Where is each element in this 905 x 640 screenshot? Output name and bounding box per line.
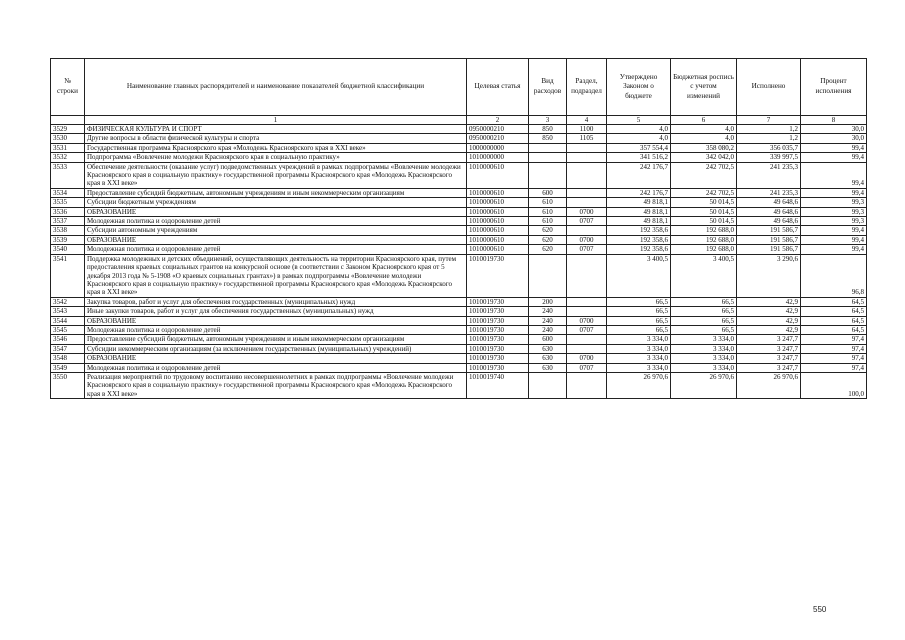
table-row [51,297,867,306]
page-number: 550 [813,605,827,614]
section-cell: 0707 [567,245,607,254]
executed-amount-cell: 3 247,7 [737,344,801,353]
table-row [51,134,867,143]
target-article-cell: 1010019730 [467,316,529,325]
row-number-cell: 3540 [51,245,85,254]
row-name-cell: Реализация мероприятий по трудовому воспитанию несовершеннолетних в рамках подпрограммы «Вовлечение молодежи Красноярского края в социальную практику» государственной программы Красноярского края «Молодежь Красноярского края в XXI веке» [85,372,467,398]
section-cell: 0700 [567,207,607,216]
section-cell [567,162,607,188]
target-article-cell: 1010000610 [467,207,529,216]
row-name-cell: ОБРАЗОВАНИЕ [85,316,467,325]
row-number-cell: 3550 [51,372,85,398]
budget-table [50,58,867,399]
table-body [51,125,867,399]
approved-amount-cell: 3 334,0 [607,344,671,353]
approved-amount-cell: 3 334,0 [607,354,671,363]
expense-type-cell [529,153,567,162]
approved-amount-cell: 66,5 [607,297,671,306]
row-name-cell: Молодежная политика и оздоровление детей [85,245,467,254]
header-section: Раздел, подраздел [567,59,607,116]
approved-amount-cell: 66,5 [607,307,671,316]
column-number: 8 [801,116,867,125]
schedule-amount-cell: 50 014,5 [671,207,737,216]
section-cell [567,297,607,306]
schedule-amount-cell: 3 334,0 [671,344,737,353]
approved-amount-cell: 192 358,6 [607,226,671,235]
schedule-amount-cell: 3 334,0 [671,335,737,344]
schedule-amount-cell: 3 334,0 [671,354,737,363]
target-article-cell: 1010000000 [467,153,529,162]
row-number-cell: 3536 [51,207,85,216]
row-name-cell: Предоставление субсидий бюджетным, автономным учреждениям и иным некоммерческим организациям [85,335,467,344]
executed-amount-cell: 191 586,7 [737,235,801,244]
header-budget-schedule: Бюджетная роспись с учетом изменений [671,59,737,116]
row-number-cell: 3532 [51,153,85,162]
section-cell: 0707 [567,363,607,372]
approved-amount-cell: 242 176,7 [607,162,671,188]
schedule-amount-cell: 192 688,0 [671,235,737,244]
table-row [51,207,867,216]
executed-amount-cell: 49 648,6 [737,207,801,216]
target-article-cell: 1010019730 [467,297,529,306]
table-row [51,335,867,344]
column-number: 7 [737,116,801,125]
executed-amount-cell: 42,9 [737,325,801,334]
target-article-cell: 1010019740 [467,372,529,398]
percent-cell: 99,4 [801,143,867,152]
row-number-cell: 3529 [51,125,85,134]
executed-amount-cell: 49 648,6 [737,217,801,226]
table-row [51,354,867,363]
row-name-cell: Молодежная политика и оздоровление детей [85,217,467,226]
percent-cell: 99,4 [801,226,867,235]
section-cell: 0700 [567,235,607,244]
percent-cell: 64,5 [801,297,867,306]
header-expense-type: Вид расходов [529,59,567,116]
row-number-cell: 3539 [51,235,85,244]
row-name-cell: Государственная программа Красноярского края «Молодежь Красноярского края в XXI веке» [85,143,467,152]
percent-cell: 99,4 [801,235,867,244]
section-cell [567,254,607,297]
row-number-cell: 3531 [51,143,85,152]
section-cell [567,372,607,398]
table-row [51,316,867,325]
header-percent: Процент исполнения [801,59,867,116]
expense-type-cell: 630 [529,354,567,363]
header-row-number: № строки [51,59,85,116]
schedule-amount-cell: 66,5 [671,297,737,306]
schedule-amount-cell: 192 688,0 [671,226,737,235]
approved-amount-cell: 192 358,6 [607,245,671,254]
section-cell [567,344,607,353]
target-article-cell: 0950000210 [467,125,529,134]
expense-type-cell: 600 [529,188,567,197]
executed-amount-cell: 3 247,7 [737,363,801,372]
executed-amount-cell: 3 247,7 [737,335,801,344]
percent-cell: 99,4 [801,162,867,188]
approved-amount-cell: 242 176,7 [607,188,671,197]
percent-cell: 100,0 [801,372,867,398]
row-name-cell: Субсидии некоммерческим организациям (за исключением государственных (муниципальных) учреждений) [85,344,467,353]
executed-amount-cell: 356 035,7 [737,143,801,152]
table-row [51,153,867,162]
approved-amount-cell: 66,5 [607,325,671,334]
approved-amount-cell: 49 818,1 [607,207,671,216]
row-name-cell: Молодежная политика и оздоровление детей [85,363,467,372]
row-number-cell: 3534 [51,188,85,197]
approved-amount-cell: 3 334,0 [607,335,671,344]
section-cell [567,226,607,235]
executed-amount-cell: 241 235,3 [737,188,801,197]
executed-amount-cell: 3 247,7 [737,354,801,363]
table-row [51,198,867,207]
target-article-cell: 1010019730 [467,344,529,353]
expense-type-cell: 620 [529,226,567,235]
percent-cell: 97,4 [801,363,867,372]
approved-amount-cell: 4,0 [607,125,671,134]
percent-cell: 99,3 [801,198,867,207]
expense-type-cell [529,162,567,188]
approved-amount-cell: 357 554,4 [607,143,671,152]
target-article-cell: 1010000610 [467,188,529,197]
executed-amount-cell: 42,9 [737,316,801,325]
section-cell [567,153,607,162]
target-article-cell: 1000000000 [467,143,529,152]
target-article-cell: 1010000610 [467,226,529,235]
target-article-cell: 1010019730 [467,335,529,344]
row-number-cell: 3538 [51,226,85,235]
row-number-cell: 3543 [51,307,85,316]
column-number: 4 [567,116,607,125]
table-row [51,143,867,152]
schedule-amount-cell: 66,5 [671,325,737,334]
row-name-cell: ОБРАЗОВАНИЕ [85,207,467,216]
schedule-amount-cell: 192 688,0 [671,245,737,254]
schedule-amount-cell: 4,0 [671,134,737,143]
approved-amount-cell: 3 334,0 [607,363,671,372]
expense-type-cell: 630 [529,363,567,372]
executed-amount-cell: 339 997,5 [737,153,801,162]
section-cell [567,335,607,344]
percent-cell: 97,4 [801,335,867,344]
section-cell [567,188,607,197]
row-number-cell: 3548 [51,354,85,363]
table-row [51,245,867,254]
table-row [51,125,867,134]
executed-amount-cell: 241 235,3 [737,162,801,188]
section-cell: 0700 [567,354,607,363]
table-row [51,235,867,244]
expense-type-cell: 620 [529,245,567,254]
target-article-cell: 1010019730 [467,354,529,363]
approved-amount-cell: 3 400,5 [607,254,671,297]
table-row [51,325,867,334]
expense-type-cell: 610 [529,207,567,216]
section-cell: 0707 [567,217,607,226]
percent-cell: 99,4 [801,153,867,162]
column-number: 2 [467,116,529,125]
target-article-cell: 1010000610 [467,198,529,207]
column-number [51,116,85,125]
percent-cell: 64,5 [801,307,867,316]
row-number-cell: 3537 [51,217,85,226]
schedule-amount-cell: 242 702,5 [671,162,737,188]
row-number-cell: 3546 [51,335,85,344]
percent-cell: 99,4 [801,188,867,197]
expense-type-cell: 630 [529,344,567,353]
approved-amount-cell: 4,0 [607,134,671,143]
row-number-cell: 3533 [51,162,85,188]
expense-type-cell: 240 [529,325,567,334]
approved-amount-cell: 49 818,1 [607,217,671,226]
table-row [51,226,867,235]
column-number: 1 [85,116,467,125]
section-cell [567,143,607,152]
target-article-cell: 0950000210 [467,134,529,143]
table-row [51,363,867,372]
expense-type-cell [529,372,567,398]
row-name-cell: Другие вопросы в области физической культуры и спорта [85,134,467,143]
row-number-cell: 3535 [51,198,85,207]
header-name: Наименование главных распорядителей и наименование показателей бюджетной классификации [85,59,467,116]
percent-cell: 97,4 [801,344,867,353]
row-number-cell: 3542 [51,297,85,306]
schedule-amount-cell: 358 080,2 [671,143,737,152]
row-name-cell: Поддержка молодежных и детских объединений, осуществляющих деятельность на территории Красноярского края, путем предоставления краевых социальных грантов на конкурсной основе (в соответствии с Законом Красноярского края от 5 декабря 2013 года № 5-1908 «О краевых социальных грантах») в рамках подпрограммы «Вовлечение молодежи Красноярского края в социальную практику» государственной программы Красноярского края «Молодежь Красноярского края в XXI веке» [85,254,467,297]
row-name-cell: Закупка товаров, работ и услуг для обеспечения государственных (муниципальных) нужд [85,297,467,306]
row-name-cell: Предоставление субсидий бюджетным, автономным учреждениям и иным некоммерческим организациям [85,188,467,197]
section-cell [567,307,607,316]
header-target-article: Целевая статья [467,59,529,116]
row-name-cell: ОБРАЗОВАНИЕ [85,354,467,363]
executed-amount-cell: 191 586,7 [737,226,801,235]
target-article-cell: 1010019730 [467,254,529,297]
approved-amount-cell: 49 818,1 [607,198,671,207]
row-name-cell: Иные закупки товаров, работ и услуг для обеспечения государственных (муниципальных) нужд [85,307,467,316]
expense-type-cell: 600 [529,335,567,344]
schedule-amount-cell: 342 042,0 [671,153,737,162]
column-number: 3 [529,116,567,125]
row-name-cell: Субсидии бюджетным учреждениям [85,198,467,207]
row-number-cell: 3549 [51,363,85,372]
expense-type-cell: 240 [529,316,567,325]
percent-cell: 30,0 [801,134,867,143]
expense-type-cell: 200 [529,297,567,306]
target-article-cell: 1010000610 [467,235,529,244]
target-article-cell: 1010000610 [467,245,529,254]
row-name-cell: Субсидии автономным учреждениям [85,226,467,235]
executed-amount-cell: 26 970,6 [737,372,801,398]
column-number: 6 [671,116,737,125]
row-number-cell: 3530 [51,134,85,143]
percent-cell: 97,4 [801,354,867,363]
expense-type-cell: 240 [529,307,567,316]
target-article-cell: 1010019730 [467,307,529,316]
executed-amount-cell: 42,9 [737,307,801,316]
approved-amount-cell: 26 970,6 [607,372,671,398]
table-row [51,254,867,297]
target-article-cell: 1010019730 [467,363,529,372]
schedule-amount-cell: 26 970,6 [671,372,737,398]
schedule-amount-cell: 242 702,5 [671,188,737,197]
schedule-amount-cell: 3 334,0 [671,363,737,372]
expense-type-cell [529,254,567,297]
row-number-cell: 3547 [51,344,85,353]
section-cell: 1105 [567,134,607,143]
row-number-cell: 3541 [51,254,85,297]
table-row [51,307,867,316]
percent-cell: 96,8 [801,254,867,297]
percent-cell: 99,4 [801,245,867,254]
table-row [51,372,867,398]
section-cell [567,198,607,207]
target-article-cell: 1010000610 [467,162,529,188]
schedule-amount-cell: 66,5 [671,316,737,325]
approved-amount-cell: 341 516,2 [607,153,671,162]
table-row [51,188,867,197]
executed-amount-cell: 3 290,6 [737,254,801,297]
row-number-cell: 3544 [51,316,85,325]
percent-cell: 99,3 [801,207,867,216]
percent-cell: 30,0 [801,125,867,134]
row-name-cell: ОБРАЗОВАНИЕ [85,235,467,244]
schedule-amount-cell: 50 014,5 [671,217,737,226]
header-row [51,59,867,116]
executed-amount-cell: 1,2 [737,134,801,143]
executed-amount-cell: 1,2 [737,125,801,134]
row-name-cell: Подпрограмма «Вовлечение молодежи Красноярского края в социальную практику» [85,153,467,162]
column-number-row [51,116,867,125]
executed-amount-cell: 49 648,6 [737,198,801,207]
percent-cell: 99,3 [801,217,867,226]
header-executed: Исполнено [737,59,801,116]
row-name-cell: ФИЗИЧЕСКАЯ КУЛЬТУРА И СПОРТ [85,125,467,134]
row-name-cell: Молодежная политика и оздоровление детей [85,325,467,334]
schedule-amount-cell: 66,5 [671,307,737,316]
header-approved: Утверждено Законом о бюджете [607,59,671,116]
column-number: 5 [607,116,671,125]
target-article-cell: 1010019730 [467,325,529,334]
schedule-amount-cell: 3 400,5 [671,254,737,297]
section-cell: 0700 [567,316,607,325]
row-name-cell: Обеспечение деятельности (оказание услуг) подведомственных учреждений в рамках подпрограммы «Вовлечение молодежи Красноярского края в социальную практику» государственной программы Красноярского края «Молодежь Красноярского края в XXI веке» [85,162,467,188]
executed-amount-cell: 42,9 [737,297,801,306]
row-number-cell: 3545 [51,325,85,334]
expense-type-cell: 610 [529,198,567,207]
table-row [51,344,867,353]
section-cell: 0707 [567,325,607,334]
percent-cell: 64,5 [801,316,867,325]
expense-type-cell: 850 [529,125,567,134]
percent-cell: 64,5 [801,325,867,334]
expense-type-cell [529,143,567,152]
approved-amount-cell: 66,5 [607,316,671,325]
approved-amount-cell: 192 358,6 [607,235,671,244]
table-row [51,217,867,226]
schedule-amount-cell: 50 014,5 [671,198,737,207]
executed-amount-cell: 191 586,7 [737,245,801,254]
expense-type-cell: 620 [529,235,567,244]
section-cell: 1100 [567,125,607,134]
schedule-amount-cell: 4,0 [671,125,737,134]
target-article-cell: 1010000610 [467,217,529,226]
expense-type-cell: 610 [529,217,567,226]
expense-type-cell: 850 [529,134,567,143]
table-row [51,162,867,188]
